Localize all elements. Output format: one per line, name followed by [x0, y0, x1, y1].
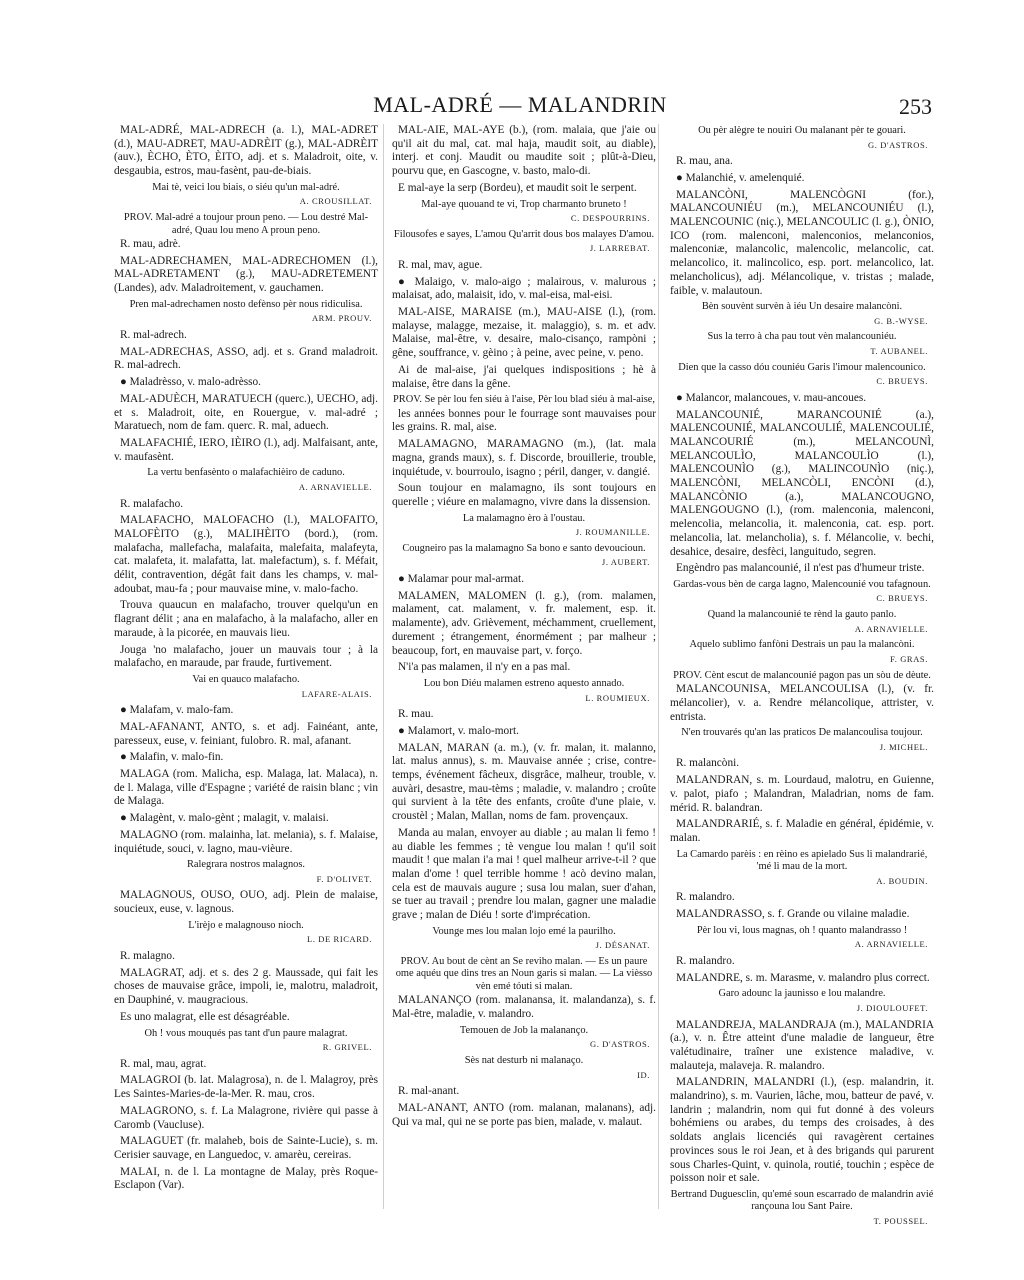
dictionary-entry: R. mau. — [398, 708, 434, 721]
dictionary-entry: MALAGRAT, adj. et s. des 2 g. Maussade, qui fait les choses de mauvaise grâce, impoli, ie, malotru, maladroit, en Dauphiné, v. maugracious. — [114, 966, 378, 1007]
citation-author: ARM. PROUV. — [311, 313, 372, 324]
citation-author: LAFARE-ALAIS. — [301, 688, 372, 699]
dictionary-entry: R. mal-anant. — [398, 1085, 460, 1098]
citation-quote: Dien que la casso dóu couniéu Garis l'imour malencounico. — [678, 361, 926, 373]
citation-quote: L'irèjo e malagnouso nioch. — [188, 919, 304, 931]
citation-author: L. DE RICARD. — [307, 934, 372, 945]
dictionary-entry: MALANCOUNISA, MELANCOULISA (l.), (v. fr. mélancolier), v. a. Rendre mélancolique, attrister, v. entrista. — [670, 683, 934, 723]
dictionary-entry: Engèndro pas malancounié, il n'est pas d'humeur triste. — [676, 562, 925, 575]
citation-author: J. MICHEL. — [879, 741, 928, 752]
dictionary-entry: MALAGA (rom. Malicha, esp. Malaga, lat. Malaca), n. de l. Malaga, ville d'Espagne ; variété de raisin blanc ; vin de Malaga. — [114, 768, 378, 808]
citation-author: C. DESPOURRINS. — [570, 213, 650, 224]
dictionary-entry: MALAMAGNO, MARAMAGNO (m.), (lat. mala magna, grands maux), s. f. Discorde, brouillerie, trouble, inquiétude, v. bourroulo, isagno ; péril, danger, v. dangié. — [392, 438, 656, 478]
dictionary-entry: MAL-ADRECHAS, ASSO, adj. et s. Grand maladroit. R. mal-adrech. — [114, 345, 378, 372]
dictionary-entry: Es uno malagrat, elle est désagréable. — [120, 1010, 290, 1023]
citation-quote: Temouen de Job la malananço. — [459, 1024, 589, 1036]
dictionary-entry: Manda au malan, envoyer au diable ; au malan li femo ! au diable les femmes ; tè vengue lou malan ! qu'il soit maudit ! que malan i'a mai ! quel malheur arrive-t-il ? que malan d'ome ! quel terrible homme ! acò devino malan, cela est de mauvais augure ; susa lou malan, suer d'ahan, se tuer au travail ; prendre lou malan, gagner une maladie grave ; malan de Diéu ! sorte d'imprécation. — [392, 826, 656, 922]
citation-quote: Filousofes e sayes, L'amou Qu'arrit dous bos malayes D'amou. — [393, 228, 655, 240]
dictionary-entry: MALANCOUNIÉ, MARANCOUNIÉ (a.), MALENCOUNIÉ, MALANCOULIÉ, MALENCOULIÉ, MALANCOURIÉ (m.), MELANCOUNÌ, MELANCOULÌO, MALANCOULÌO (l.), MALENCOUNÌO (g.), MALINCOUNÌO (niç.), MALENCÒNI, MELANCÒLI, ENCÒNI (d.), MALANCÒNIO (a.), MALANCOUGNO, MALENGOUGNO (l.), (rom. malenconia, malenconi, melencolia, melancolia, it. malenconia, cat. esp. port. melancolia, lat. melancholia), s. f. Mélancolie, v. bechi, desahice, desaire, desfèci, languitudo, segren. — [670, 408, 934, 558]
dictionary-entry: Jouga 'no malafacho, jouer un mauvais tour ; à la malafacho, en maraude, par fraude, furtivement. — [114, 643, 378, 670]
dictionary-entry: MALAFACHO, MALOFACHO (l.), MALOFAITO, MALOFÈITO (g.), MALIHÈITO (bord.), (rom. malafacha, mallefacha, malafaita, malefaita, malafeyta, cat. malafeta, it. malafatta, lat. malefactum), s. f. Méfait, délit, contravention, dégât fait dans les champs, v. mal-adoubat, mau-fa ; pour mauvaise mine, v. malo-facho. — [114, 514, 378, 595]
dictionary-entry: ● Malancor, malancoues, v. mau-ancoues. — [676, 391, 867, 404]
dictionary-entry: MALAGRONO, s. f. La Malagrone, rivière qui passe à Caromb (Vaucluse). — [114, 1104, 378, 1131]
dictionary-entry: MALANDREJA, MALANDRAJA (m.), MALANDRIA (a.), v. n. Être atteint d'une maladie de langueur, être valétudinaire, traîner une existence maladive, v. malauteja, malaveja. R. malandro. — [670, 1018, 934, 1072]
page-number: 253 — [899, 94, 932, 119]
dictionary-entry: MAL-AIE, MAL-AYE (b.), (rom. malaia, que j'aie ou qu'il ait du mal, cat. mal haja, maudit soit, au diable), interj. et conj. Maudit ou maudite soit ; plût-à-Dieu, pourvu que, en Gascogne, v. basto, malo-di. — [392, 124, 656, 178]
citation-author: T. POUSSEL. — [873, 1215, 928, 1226]
citation-quote: PROV. Se pèr lou fen siéu à l'aise, Pèr lou blad siéu à mal-aise, — [393, 394, 655, 406]
citation-author: A. ARNAVIELLE. — [854, 623, 928, 634]
dictionary-entry: R. mal-adrech. — [120, 329, 187, 342]
citation-quote: Gardas-vous bèn de carga lagno, Malencounié vou tafagnoun. — [673, 578, 931, 590]
citation-quote: Vai en quauco malafacho. — [192, 674, 300, 685]
citation-author: C. BRUEYS. — [876, 593, 928, 604]
dictionary-entry: les années bonnes pour le fourrage sont mauvaises pour les grains. R. mal, aise. — [392, 407, 656, 434]
dictionary-entry: MALAGROI (b. lat. Malagrosa), n. de l. Malagroy, près Les Saintes-Maries-de-la-Mer. R. mau, cros. — [114, 1074, 378, 1101]
citation-author: T. AUBANEL. — [870, 345, 928, 356]
dictionary-entry: ● Malagènt, v. malo-gènt ; malagit, v. malaisi. — [120, 812, 329, 825]
citation-quote: La vertu benfasènto o malafachièiro de caduno. — [147, 467, 345, 479]
citation-quote: Mal-aye quouand te vi, Trop charmanto bruneto ! — [421, 198, 627, 210]
dictionary-entry: E mal-aye la serp (Bordeu), et maudit soit le serpent. — [398, 181, 637, 194]
citation-author: F. D'OLIVET. — [316, 873, 372, 884]
citation-author: J. DIOULOUFET. — [856, 1002, 928, 1013]
column-right — [670, 124, 934, 1226]
citation-author: A. ARNAVIELLE. — [298, 481, 372, 492]
citation-quote: Aquelo sublimo fanfòni Destrais un pau la malancòni. — [689, 639, 915, 651]
dictionary-entry: MALANDRARIÉ, s. f. Maladie en général, épidémie, v. malan. — [670, 818, 934, 844]
citation-author: L. ROUMIEUX. — [585, 692, 650, 703]
citation-quote: PROV. Cènt escut de malancounié pagon pas un sòu de dèute. — [673, 669, 931, 681]
dictionary-entry: R. mal, mau, agrat. — [120, 1057, 207, 1070]
dictionary-entry: MAL-AISE, MARAISE (m.), MAU-AISE (l.), (rom. malayse, malagge, mezaise, it. malaggio), s. m. et adv. Malaise, mal-être, v. desaire, malo-cisanço, rampòni ; gêne, souffrance, v. gèino ; à peine, avec peine, v. peno. — [392, 306, 656, 360]
citation-quote: Sès nat desturb ni malanaço. — [464, 1055, 584, 1067]
citation-quote: Ralegrara nostros malagnos. — [186, 859, 306, 871]
dictionary-entry: ● Malamar pour mal-armat. — [398, 573, 525, 586]
citation-author: A. ARNAVIELLE. — [854, 939, 928, 950]
dictionary-entry: R. malafacho. — [120, 497, 184, 510]
column-middle — [392, 124, 656, 1214]
dictionary-entry: R. malandro. — [676, 954, 735, 967]
citation-author: A. CROUSILLAT. — [299, 196, 372, 207]
citation-author: J. LARREBAT. — [589, 243, 650, 254]
citation-quote: Vounge mes lou malan lojo emé la paurilho. — [432, 925, 616, 937]
citation-quote: La malamagno èro à l'oustau. — [462, 512, 586, 524]
citation-quote: Quand la malancounié te rènd la gauto panlo. — [707, 609, 897, 621]
citation-quote: PROV. Au bout de cènt an Se reviho malan. — Es un paure ome aquéu que dins tres an Noun garis si malan. — La vièsso vèn emé tóuti si malan. — [395, 955, 653, 992]
citation-quote: PROV. Mal-adré a toujour proun peno. — Lou destré Mal-adré, Quau lou meno A proun peno. — [123, 212, 369, 236]
dictionary-entry: MALAI, n. de l. La montagne de Malay, près Roque-Esclapon (Var). — [114, 1165, 378, 1192]
dictionary-entry: Soun toujour en malamagno, ils sont toujours en querelle ; viéure en malamagno, vivre dans la dissension. — [392, 482, 656, 508]
dictionary-entry: MALANDRIN, MALANDRI (l.), (esp. malandrin, it. malandrino), s. m. Vaurien, lâche, mou, batteur de pavé, v. landrin ; malandrin, nom qui fut donné à des voleurs bohémiens ou arabes, du temps des croisades, à des soldats anglais licenciés qui ravagèrent certaines provinces sous le roi Jean, et à des brigands qui parurent sous Charles-Quint, v. quinola, routié, touchin ; espèce de poisson noir et sale. — [670, 1076, 934, 1185]
dictionary-entry: MALAMEN, MALOMEN (l. g.), (rom. malamen, malament, cat. malament, v. fr. malement, esp. it. malamente), adv. Grièvement, méchamment, cruellement, durement ; étrangement, énormément ; par malheur ; beaucoup, fort, en mauvaise part, v. forço. — [392, 589, 656, 657]
dictionary-entry: R. malagno. — [120, 950, 175, 963]
citation-author: C. BRUEYS. — [876, 376, 928, 387]
citation-quote: Pèr lou vi, lous magnas, oh ! quanto malandrasso ! — [696, 924, 908, 936]
citation-author: G. B.-WYSE. — [874, 315, 928, 326]
dictionary-entry: MALANANÇO (rom. malanansa, it. malandanza), s. f. Mal-être, maladie, v. malandro. — [392, 994, 656, 1021]
citation-quote: Oh ! vous mouqués pas tant d'un paure malagrat. — [144, 1027, 348, 1039]
dictionary-columns — [114, 124, 934, 1226]
dictionary-entry: MALANDRAN, s. m. Lourdaud, malotru, en Guienne, v. palot, piafo ; Malandran, Maladrian, noms de fam. mérid. R. balandran. — [670, 774, 934, 814]
dictionary-entry: MALAFACHIÉ, IERO, IÈIRO (l.), adj. Malfaisant, ante, v. maufasènt. — [114, 436, 378, 463]
dictionary-entry: MALAGNOUS, OUSO, OUO, adj. Plein de malaise, soucieux, euse, v. lagnous. — [114, 889, 378, 916]
dictionary-entry: MAL-ADRÉ, MAL-ADRECH (a. l.), MAL-ADRET (d.), MAU-ADRET, MAU-ADRÈIT (g.), MAL-ADRÈIT (auv.), ÈCHO, ÈTO, ÈITO, adj. et s. Maladroit, oite, v. desgaubia, estros, mau-fasènt, pau-de-biais. — [114, 124, 378, 178]
dictionary-entry: MAL-AFANANT, ANTO, s. et adj. Fainéant, ante, paresseux, euse, v. feiniant, fulobro. R. mal, afanant. — [114, 720, 378, 747]
running-head: MAL-ADRÉ — MALANDRIN — [373, 92, 667, 117]
dictionary-entry: MALANCÒNI, MALENCÒGNI (for.), MALANCOUNIÉU (m.), MELANCOUNIÉU (l.), MALENCOUNIC (niç.), MELANCOULIC (l. g.), ÒNIO, ICO (rom. malenconi, malenconios, melanconios, malenconiæ, malancolic, malencolic, melancolic, cat. melancolico, it. malincolico, esp. port. melancolico, lat. melancholicus), adj. Mélancolique, v. tristas ; malade, faible, v. malautoun. — [670, 188, 934, 297]
dictionary-entry: ● Malanchié, v. amelenquié. — [676, 171, 805, 184]
citation-author: J. DÉSANAT. — [595, 940, 650, 951]
citation-author: F. GRAS. — [890, 653, 928, 664]
dictionary-entry: N'i'a pas malamen, il n'y en a pas mal. — [398, 661, 571, 674]
dictionary-entry: Ai de mal-aise, j'ai quelques indispositions ; hè à malaise, être dans la gêne. — [392, 363, 656, 390]
dictionary-entry: ● Malaigo, v. malo-aigo ; malairous, v. malurous ; malaisat, ado, malaisit, ido, v. mal-eisa, mal-eisi. — [392, 275, 656, 302]
dictionary-entry: Trouva quaucun en malafacho, trouver quelqu'un en flagrant délit ; ana en malafacho, à la malafacho, aller en maraude, à la picorée, en mauvais lieu. — [114, 599, 378, 639]
dictionary-entry: MAL-ANANT, ANTO (rom. malanan, malanans), adj. Qui va mal, qui ne se porte pas bien, malade, v. malaut. — [392, 1101, 656, 1128]
citation-quote: N'en trouvarés qu'an las praticos De malancoulisa toujour. — [681, 727, 923, 739]
citation-quote: Bèn souvènt survèn à iéu Un desaire malancòni. — [701, 301, 903, 313]
page-header — [110, 92, 930, 122]
dictionary-entry: R. malancòni. — [676, 757, 740, 770]
dictionary-entry: R. mal, mav, ague. — [398, 258, 483, 271]
dictionary-entry: MAL-ADRECHAMEN, MAL-ADRECHOMEN (l.), MAL-ADRETAMENT (g.), MAU-ADRETEMENT (Landes), adv. Maladroitement, v. gauchamen. — [114, 254, 378, 295]
dictionary-entry: ● Malamort, v. malo-mort. — [398, 724, 519, 737]
citation-author: A. BOUDIN. — [876, 875, 928, 886]
dictionary-entry: ● Malafin, v. malo-fin. — [120, 751, 224, 764]
citation-quote: Pren mal-adrechamen nosto defènso pèr nous ridiculisa. — [129, 298, 363, 310]
citation-quote: La Camardo parèis : en rèino es apielado Sus li malandrarié, 'mé li mau de la mort. — [676, 848, 928, 873]
dictionary-entry: R. malandro. — [676, 891, 735, 904]
citation-author: G. D'ASTROS. — [868, 139, 928, 150]
citation-quote: Cougneiro pas la malamagno Sa bono e santo devoucioun. — [402, 542, 646, 554]
citation-quote: Sus la terro à cha pau tout vèn malancouniéu. — [707, 331, 897, 343]
dictionary-entry: R. mau, adrè. — [120, 238, 181, 251]
dictionary-entry: R. mau, ana. — [676, 155, 733, 168]
dictionary-entry: MALAGUET (fr. malaheb, bois de Sainte-Lucie), s. m. Cerisier sauvage, en Languedoc, v. amarèu, cereiras. — [114, 1135, 378, 1161]
dictionary-entry: ● Maladrèsso, v. malo-adrèsso. — [120, 376, 261, 389]
dictionary-entry: MALAN, MARAN (a. m.), (v. fr. malan, it. malanno, lat. malus annus), s. m. Mauvaise année ; crise, contre-temps, événement fâcheux, disgrâce, malheur, trouble, v. auvàri, desastre, mau-tèms ; maladie, v. malandro ; croûte qui survient à la tête des enfants, croûte d'une plaie, v. croustèl ; Malan, Mallan, noms de fam. provençaux. — [392, 741, 656, 823]
citation-quote: Mai tè, veici lou biais, o siéu qu'un mal-adré. — [152, 181, 340, 193]
citation-author: ID. — [637, 1069, 650, 1080]
citation-author: G. D'ASTROS. — [590, 1039, 650, 1050]
citation-quote: Garo adounc la jaunisso e lou malandre. — [718, 988, 886, 1000]
dictionary-entry: ● Malafam, v. malo-fam. — [120, 704, 234, 717]
dictionary-entry: MALAGNO (rom. malainha, lat. melania), s. f. Malaise, inquiétude, souci, v. lagno, mau-vièure. — [114, 828, 378, 855]
column-left — [114, 124, 378, 1214]
dictionary-entry: MAL-ADUÈCH, MARATUECH (querc.), UECHO, adj. et s. Maladroit, oite, en Rouergue, v. mal-adré ; Maratuech, nom de fam. querc. R. mal, aduech. — [114, 392, 378, 433]
citation-author: R. GRIVEL. — [322, 1042, 372, 1053]
citation-author: J. AUBERT. — [601, 557, 650, 568]
citation-author: J. ROUMANILLE. — [575, 527, 650, 538]
dictionary-entry: MALANDRASSO, s. f. Grande ou vilaine maladie. — [676, 908, 910, 921]
dictionary-entry: MALANDRE, s. m. Marasme, v. malandro plus correct. — [676, 971, 930, 984]
citation-quote: Ou pèr alègre te nouiri Ou malanant pèr te gouari. — [698, 125, 906, 136]
citation-quote: Bertrand Duguesclin, qu'emé soun escarrado de malandrin avié rançouna lou Sant Paire. — [670, 1188, 934, 1213]
citation-quote: Lou bon Diéu malamen estreno aquesto annado. — [423, 678, 625, 689]
